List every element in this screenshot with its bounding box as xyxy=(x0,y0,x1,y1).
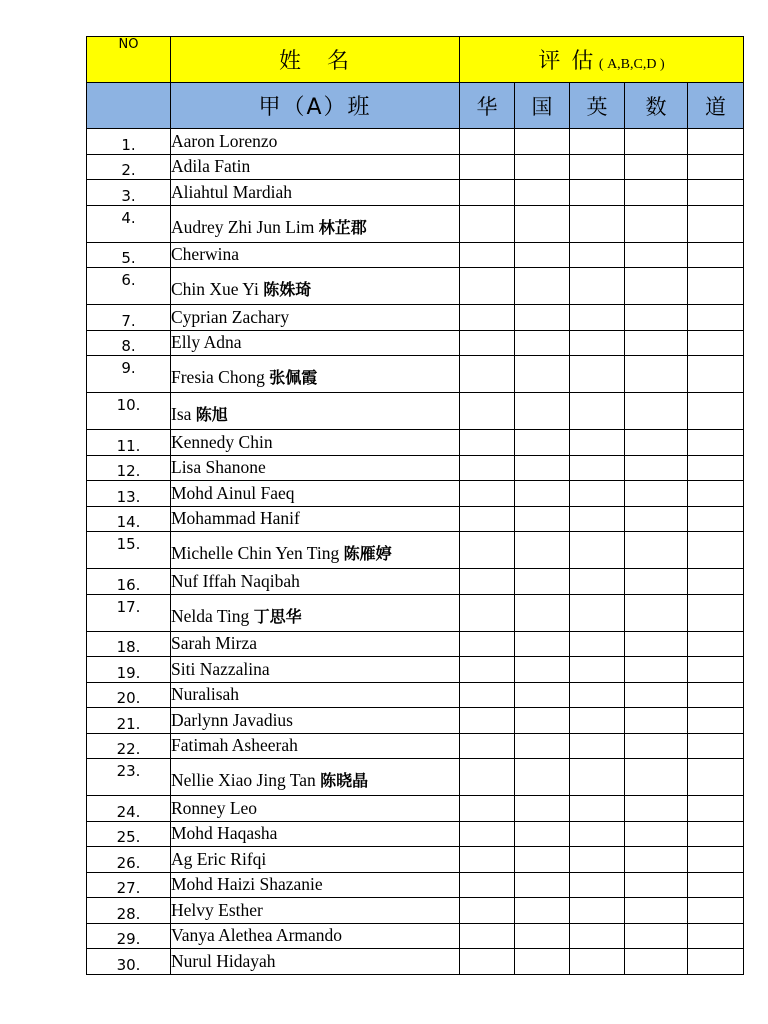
student-name: Sarah Mirza xyxy=(171,633,258,654)
student-chinese-name: 陈姝琦 xyxy=(263,280,312,299)
grade-cell[interactable] xyxy=(570,682,625,708)
header-row-top xyxy=(87,37,744,83)
student-name: Nuf Iffah Naqibah xyxy=(171,570,300,591)
grade-cell[interactable] xyxy=(460,532,515,569)
student-name: Elly Adna xyxy=(171,332,242,353)
grade-cell[interactable] xyxy=(688,242,744,268)
grade-cell[interactable] xyxy=(515,506,570,532)
grade-cell[interactable] xyxy=(515,455,570,481)
grade-cell[interactable] xyxy=(515,242,570,268)
grade-cell[interactable] xyxy=(515,923,570,949)
grade-cell[interactable] xyxy=(515,821,570,847)
student-name-cell xyxy=(171,393,460,430)
student-name-cell xyxy=(171,506,460,532)
grade-cell[interactable] xyxy=(460,506,515,532)
student-name-cell xyxy=(171,481,460,507)
grade-cell[interactable] xyxy=(460,949,515,975)
student-number: 23. xyxy=(87,759,171,796)
student-row xyxy=(87,847,744,873)
grade-cell[interactable] xyxy=(570,847,625,873)
student-number: 28. xyxy=(87,898,171,924)
student-chinese-name: 张佩霞 xyxy=(269,368,318,387)
grade-cell[interactable] xyxy=(515,481,570,507)
grade-cell[interactable] xyxy=(515,305,570,331)
grade-cell[interactable] xyxy=(570,569,625,595)
grade-cell[interactable] xyxy=(688,430,744,456)
subject-header-malay: 国 xyxy=(515,83,570,129)
grade-cell[interactable] xyxy=(570,594,625,631)
grade-cell[interactable] xyxy=(688,129,744,155)
grade-cell[interactable] xyxy=(625,708,688,734)
grade-cell[interactable] xyxy=(625,330,688,356)
grade-cell[interactable] xyxy=(625,923,688,949)
grade-cell[interactable] xyxy=(515,759,570,796)
grade-cell[interactable] xyxy=(625,481,688,507)
student-row xyxy=(87,631,744,657)
student-number: 20. xyxy=(87,682,171,708)
grade-cell[interactable] xyxy=(625,872,688,898)
grade-cell[interactable] xyxy=(688,393,744,430)
student-name: Darlynn Javadius xyxy=(171,709,293,730)
student-number: 21. xyxy=(87,708,171,734)
student-row xyxy=(87,923,744,949)
student-row xyxy=(87,180,744,206)
student-number: 15. xyxy=(87,532,171,569)
student-row xyxy=(87,430,744,456)
grade-cell[interactable] xyxy=(460,129,515,155)
grade-cell[interactable] xyxy=(515,393,570,430)
student-number: 1. xyxy=(87,129,171,155)
student-row xyxy=(87,532,744,569)
student-name-cell xyxy=(171,682,460,708)
grade-cell[interactable] xyxy=(570,923,625,949)
student-chinese-name: 丁思华 xyxy=(253,606,302,626)
grade-cell[interactable] xyxy=(515,949,570,975)
grade-cell[interactable] xyxy=(688,759,744,796)
grade-scale-label: ( A,B,C,D ) xyxy=(595,57,665,72)
student-name-cell xyxy=(171,430,460,456)
grade-cell[interactable] xyxy=(515,268,570,305)
grade-cell[interactable] xyxy=(460,872,515,898)
student-number: 11. xyxy=(87,430,171,456)
student-row xyxy=(87,949,744,975)
grade-cell[interactable] xyxy=(688,532,744,569)
subject-header-chinese: 华 xyxy=(460,83,515,129)
student-name: Mohd Haqasha xyxy=(171,823,278,844)
student-name-cell xyxy=(171,657,460,683)
grade-cell[interactable] xyxy=(570,129,625,155)
grade-cell[interactable] xyxy=(515,356,570,393)
no-header: NO xyxy=(87,37,171,83)
grade-cell[interactable] xyxy=(460,330,515,356)
student-row xyxy=(87,481,744,507)
grade-cell[interactable] xyxy=(688,569,744,595)
grade-cell[interactable] xyxy=(688,180,744,206)
grade-cell[interactable] xyxy=(570,532,625,569)
grade-cell[interactable] xyxy=(625,733,688,759)
student-name: Cherwina xyxy=(171,244,240,265)
grade-cell[interactable] xyxy=(460,733,515,759)
blank-header-cell xyxy=(87,83,171,129)
grade-cell[interactable] xyxy=(460,356,515,393)
student-row xyxy=(87,708,744,734)
student-name-cell xyxy=(171,923,460,949)
student-number: 10. xyxy=(87,393,171,430)
student-number: 22. xyxy=(87,733,171,759)
grade-cell[interactable] xyxy=(460,821,515,847)
grade-cell[interactable] xyxy=(625,682,688,708)
student-number: 9. xyxy=(87,356,171,393)
student-name: Ronney Leo xyxy=(171,797,258,818)
student-name: Fatimah Asheerah xyxy=(171,735,298,756)
grade-cell[interactable] xyxy=(570,631,625,657)
student-row xyxy=(87,682,744,708)
grade-cell[interactable] xyxy=(570,481,625,507)
grade-cell[interactable] xyxy=(460,205,515,242)
student-number: 19. xyxy=(87,657,171,683)
grade-cell[interactable] xyxy=(460,708,515,734)
grade-cell[interactable] xyxy=(625,569,688,595)
grade-cell[interactable] xyxy=(515,682,570,708)
student-name: Adila Fatin xyxy=(171,156,251,177)
student-name-cell xyxy=(171,594,460,631)
student-name: Audrey Zhi Jun Lim xyxy=(171,216,319,237)
student-number: 7. xyxy=(87,305,171,331)
student-number: 4. xyxy=(87,205,171,242)
grade-cell[interactable] xyxy=(515,733,570,759)
subject-header-english: 英 xyxy=(570,83,625,129)
grade-cell[interactable] xyxy=(688,205,744,242)
student-name-cell xyxy=(171,268,460,305)
grade-cell[interactable] xyxy=(515,847,570,873)
grade-cell[interactable] xyxy=(688,682,744,708)
name-header: 姓 名 xyxy=(171,37,460,83)
student-number: 27. xyxy=(87,872,171,898)
grade-cell[interactable] xyxy=(570,949,625,975)
grade-cell[interactable] xyxy=(515,330,570,356)
student-name: Kennedy Chin xyxy=(171,431,273,452)
student-name: Isa xyxy=(171,404,196,424)
student-name: Aliahtul Mardiah xyxy=(171,181,293,202)
grade-cell[interactable] xyxy=(460,180,515,206)
grade-cell[interactable] xyxy=(688,847,744,873)
student-name-cell xyxy=(171,242,460,268)
student-name: Mohd Ainul Faeq xyxy=(171,482,295,503)
student-name: Nurul Hidayah xyxy=(171,950,276,971)
student-number: 29. xyxy=(87,923,171,949)
grade-cell[interactable] xyxy=(625,898,688,924)
grade-cell[interactable] xyxy=(460,305,515,331)
subject-header-moral: 道 xyxy=(688,83,744,129)
student-number: 18. xyxy=(87,631,171,657)
grade-cell[interactable] xyxy=(688,796,744,822)
grade-cell[interactable] xyxy=(625,154,688,180)
student-number: 26. xyxy=(87,847,171,873)
grade-cell[interactable] xyxy=(515,180,570,206)
grade-cell[interactable] xyxy=(460,481,515,507)
student-row xyxy=(87,242,744,268)
student-name: Aaron Lorenzo xyxy=(171,130,278,151)
grade-cell[interactable] xyxy=(460,393,515,430)
student-name-cell xyxy=(171,205,460,242)
student-row xyxy=(87,356,744,393)
grade-cell[interactable] xyxy=(515,796,570,822)
grade-cell[interactable] xyxy=(570,708,625,734)
grade-cell[interactable] xyxy=(570,205,625,242)
student-row xyxy=(87,872,744,898)
student-number: 17. xyxy=(87,594,171,631)
student-name-cell xyxy=(171,129,460,155)
student-name: Ag Eric Rifqi xyxy=(171,848,267,869)
grade-cell[interactable] xyxy=(570,430,625,456)
student-name: Fresia Chong xyxy=(171,367,270,387)
grade-cell[interactable] xyxy=(625,305,688,331)
student-row xyxy=(87,506,744,532)
grade-cell[interactable] xyxy=(625,759,688,796)
grade-cell[interactable] xyxy=(688,733,744,759)
grade-cell[interactable] xyxy=(460,847,515,873)
grade-cell[interactable] xyxy=(515,898,570,924)
grade-cell[interactable] xyxy=(515,708,570,734)
grade-cell[interactable] xyxy=(570,242,625,268)
student-name-cell xyxy=(171,733,460,759)
grade-cell[interactable] xyxy=(625,356,688,393)
grade-cell[interactable] xyxy=(515,594,570,631)
student-name: Lisa Shanone xyxy=(171,457,266,478)
student-number: 6. xyxy=(87,268,171,305)
grade-cell[interactable] xyxy=(625,430,688,456)
grade-cell[interactable] xyxy=(625,796,688,822)
grade-cell[interactable] xyxy=(460,569,515,595)
student-row xyxy=(87,821,744,847)
grade-cell[interactable] xyxy=(688,898,744,924)
grade-cell[interactable] xyxy=(570,657,625,683)
grade-cell[interactable] xyxy=(688,154,744,180)
grade-cell[interactable] xyxy=(625,129,688,155)
grade-cell[interactable] xyxy=(570,305,625,331)
class-name-header: 甲（A）班 xyxy=(171,83,460,129)
grade-cell[interactable] xyxy=(515,532,570,569)
student-row xyxy=(87,154,744,180)
grade-cell[interactable] xyxy=(570,898,625,924)
student-name-cell xyxy=(171,708,460,734)
grade-cell[interactable] xyxy=(688,268,744,305)
student-row xyxy=(87,796,744,822)
grade-cell[interactable] xyxy=(688,305,744,331)
grade-cell[interactable] xyxy=(460,759,515,796)
grade-cell[interactable] xyxy=(688,594,744,631)
student-name: Mohammad Hanif xyxy=(171,508,300,529)
grade-cell[interactable] xyxy=(460,796,515,822)
student-number: 3. xyxy=(87,180,171,206)
student-name: Siti Nazzalina xyxy=(171,658,270,679)
student-row xyxy=(87,455,744,481)
grade-cell[interactable] xyxy=(688,455,744,481)
student-number: 13. xyxy=(87,481,171,507)
grade-cell[interactable] xyxy=(625,393,688,430)
grade-cell[interactable] xyxy=(460,631,515,657)
student-name-cell xyxy=(171,569,460,595)
grade-cell[interactable] xyxy=(570,455,625,481)
student-name: Nellie Xiao Jing Tan xyxy=(171,770,321,790)
student-name-cell xyxy=(171,759,460,796)
student-number: 5. xyxy=(87,242,171,268)
grade-cell[interactable] xyxy=(570,154,625,180)
grade-cell[interactable] xyxy=(625,594,688,631)
grade-cell[interactable] xyxy=(570,356,625,393)
student-name: Nuralisah xyxy=(171,684,240,705)
subject-header-math: 数 xyxy=(625,83,688,129)
student-number: 24. xyxy=(87,796,171,822)
grade-cell[interactable] xyxy=(460,430,515,456)
student-name: Mohd Haizi Shazanie xyxy=(171,874,323,895)
header-row-subjects xyxy=(87,83,744,129)
grade-cell[interactable] xyxy=(460,154,515,180)
student-name-cell xyxy=(171,356,460,393)
student-number: 30. xyxy=(87,949,171,975)
grade-cell[interactable] xyxy=(625,631,688,657)
grade-cell[interactable] xyxy=(570,180,625,206)
student-row xyxy=(87,657,744,683)
student-name-cell xyxy=(171,154,460,180)
grade-cell[interactable] xyxy=(570,821,625,847)
student-row xyxy=(87,569,744,595)
grade-cell[interactable] xyxy=(460,898,515,924)
student-name-cell xyxy=(171,872,460,898)
student-number: 14. xyxy=(87,506,171,532)
student-row xyxy=(87,330,744,356)
student-name: Helvy Esther xyxy=(171,899,263,920)
grade-cell[interactable] xyxy=(625,268,688,305)
student-row xyxy=(87,393,744,430)
grade-cell[interactable] xyxy=(688,821,744,847)
student-chinese-name: 陈雁婷 xyxy=(343,544,392,563)
student-number: 2. xyxy=(87,154,171,180)
student-name-cell xyxy=(171,330,460,356)
grade-cell[interactable] xyxy=(515,154,570,180)
student-name-cell xyxy=(171,796,460,822)
grade-cell[interactable] xyxy=(625,205,688,242)
student-name: Vanya Alethea Armando xyxy=(171,925,343,946)
student-chinese-name: 林芷郡 xyxy=(318,217,367,237)
student-row xyxy=(87,305,744,331)
grade-cell[interactable] xyxy=(625,657,688,683)
grade-cell[interactable] xyxy=(570,506,625,532)
student-row xyxy=(87,759,744,796)
student-number: 16. xyxy=(87,569,171,595)
grade-cell[interactable] xyxy=(570,268,625,305)
grade-cell[interactable] xyxy=(625,455,688,481)
student-name: Nelda Ting xyxy=(171,605,254,626)
student-row xyxy=(87,205,744,242)
grade-cell[interactable] xyxy=(688,481,744,507)
student-name: Chin Xue Yi xyxy=(171,279,264,299)
grade-cell[interactable] xyxy=(625,949,688,975)
grade-cell[interactable] xyxy=(460,594,515,631)
student-row xyxy=(87,129,744,155)
student-name-cell xyxy=(171,180,460,206)
grade-cell[interactable] xyxy=(570,796,625,822)
student-number: 25. xyxy=(87,821,171,847)
grade-cell[interactable] xyxy=(570,733,625,759)
grade-cell[interactable] xyxy=(625,180,688,206)
student-number: 12. xyxy=(87,455,171,481)
grade-cell[interactable] xyxy=(460,455,515,481)
student-row xyxy=(87,898,744,924)
student-name: Cyprian Zachary xyxy=(171,306,290,327)
grade-cell[interactable] xyxy=(460,682,515,708)
student-chinese-name: 陈旭 xyxy=(195,405,228,424)
grade-cell[interactable] xyxy=(688,657,744,683)
grade-cell[interactable] xyxy=(625,847,688,873)
student-name-cell xyxy=(171,949,460,975)
student-row xyxy=(87,594,744,631)
student-name-cell xyxy=(171,305,460,331)
student-name-cell xyxy=(171,821,460,847)
student-number: 8. xyxy=(87,330,171,356)
grade-cell[interactable] xyxy=(688,923,744,949)
student-name-cell xyxy=(171,847,460,873)
student-chinese-name: 陈晓晶 xyxy=(320,771,369,790)
grade-cell[interactable] xyxy=(460,242,515,268)
grade-cell[interactable] xyxy=(515,205,570,242)
grade-cell[interactable] xyxy=(688,949,744,975)
grade-cell[interactable] xyxy=(688,631,744,657)
grade-cell[interactable] xyxy=(625,242,688,268)
grade-cell[interactable] xyxy=(570,330,625,356)
student-row xyxy=(87,733,744,759)
grade-cell[interactable] xyxy=(688,330,744,356)
grade-cell[interactable] xyxy=(515,129,570,155)
grade-cell[interactable] xyxy=(460,268,515,305)
grade-cell[interactable] xyxy=(625,532,688,569)
grade-cell[interactable] xyxy=(460,657,515,683)
grade-cell[interactable] xyxy=(515,569,570,595)
grade-cell[interactable] xyxy=(515,430,570,456)
student-assessment-table xyxy=(86,36,744,975)
grade-cell[interactable] xyxy=(570,872,625,898)
grade-cell[interactable] xyxy=(515,657,570,683)
grade-cell[interactable] xyxy=(570,759,625,796)
grade-cell[interactable] xyxy=(688,506,744,532)
assessment-header xyxy=(460,37,744,83)
grade-cell[interactable] xyxy=(625,506,688,532)
grade-cell[interactable] xyxy=(515,631,570,657)
grade-cell[interactable] xyxy=(515,872,570,898)
student-row xyxy=(87,268,744,305)
student-name-cell xyxy=(171,532,460,569)
grade-cell[interactable] xyxy=(625,821,688,847)
grade-cell[interactable] xyxy=(688,708,744,734)
grade-cell[interactable] xyxy=(688,356,744,393)
grade-cell[interactable] xyxy=(460,923,515,949)
student-name: Michelle Chin Yen Ting xyxy=(171,543,344,563)
grade-cell[interactable] xyxy=(688,872,744,898)
assessment-label: 评 估 xyxy=(538,49,596,74)
student-name-cell xyxy=(171,455,460,481)
student-name-cell xyxy=(171,631,460,657)
grade-cell[interactable] xyxy=(570,393,625,430)
student-name-cell xyxy=(171,898,460,924)
